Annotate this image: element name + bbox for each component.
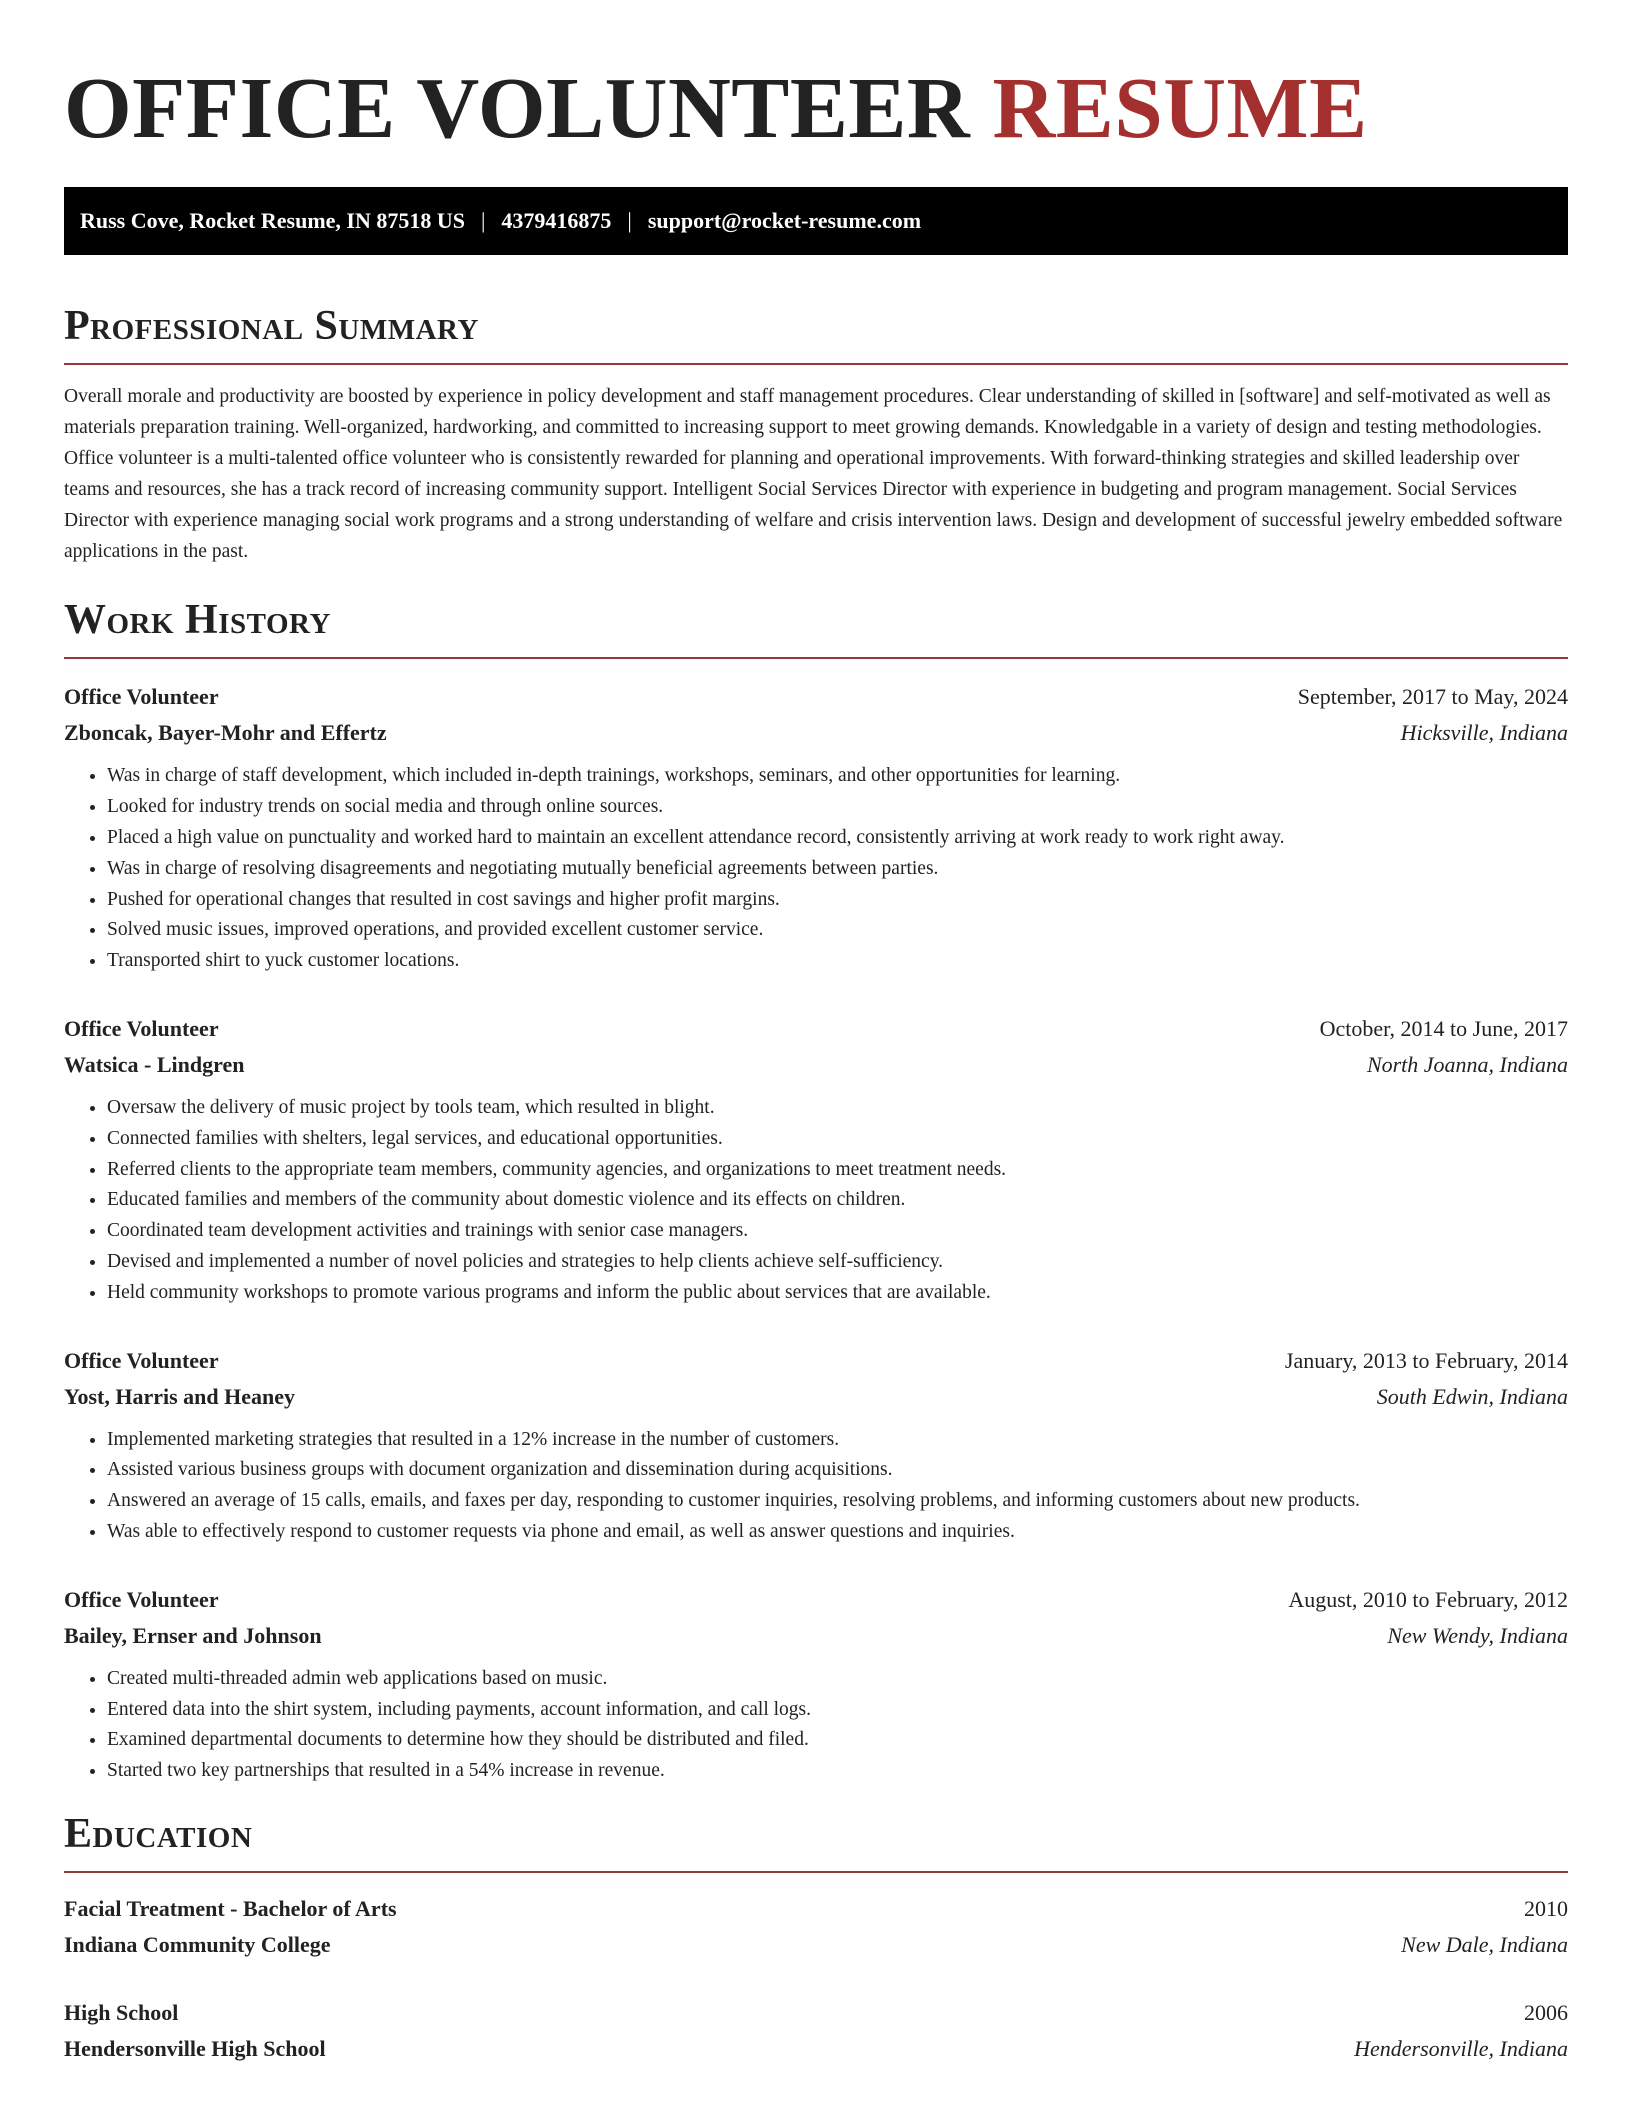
resume-title: [64, 56, 1568, 156]
list-item: • Coordinated team development activities and trainings with senior case managers.: [107, 1216, 1568, 1247]
contact-address: Russ Cove, Rocket Resume, IN 87518 US: [80, 208, 465, 233]
education-heading: Education: [64, 1810, 253, 1857]
contact-separator: |: [481, 208, 486, 233]
list-item: • Educated families and members of the community about domestic violence and its effects on children.: [107, 1185, 1568, 1216]
contact-separator: |: [627, 208, 632, 233]
education-entry: [64, 1995, 1568, 2067]
job-dates: September, 2017 to May, 2024: [1297, 684, 1568, 710]
job-title: Office Volunteer: [64, 1586, 219, 1612]
work-history-heading: Work History: [64, 597, 331, 644]
contact-phone: 4379416875: [501, 208, 612, 233]
job-company-row: [64, 1618, 1568, 1654]
job-company: Bailey, Ernser and Johnson: [64, 1622, 322, 1648]
list-item: • Answered an average of 15 calls, emails, and faxes per day, responding to customer inquiries, resolving problems, and informing customers about new products.: [107, 1486, 1568, 1517]
job-company: Yost, Harris and Heaney: [64, 1383, 295, 1409]
list-item: • Transported shirt to yuck customer locations.: [107, 946, 1568, 977]
section-divider: [64, 363, 1568, 365]
job-location: New Wendy, Indiana: [1387, 1622, 1568, 1648]
job-company-row: [64, 715, 1568, 751]
job-header-row: [64, 1011, 1568, 1047]
education-school-row: [64, 1927, 1568, 1963]
job-bullets: [64, 761, 1568, 977]
list-item: • Connected families with shelters, legal services, and educational opportunities.: [107, 1124, 1568, 1155]
list-item: • Referred clients to the appropriate team members, community agencies, and organizations to meet treatment needs.: [107, 1155, 1568, 1186]
education-degree-row: [64, 1995, 1568, 2031]
list-item: • Was in charge of resolving disagreements and negotiating mutually beneficial agreements between parties.: [107, 854, 1568, 885]
list-item: • Was able to effectively respond to customer requests via phone and email, as well as answer questions and inquiries.: [107, 1517, 1568, 1548]
job-entry: [64, 679, 1568, 977]
list-item: • Examined departmental documents to determine how they should be distributed and filed.: [107, 1725, 1568, 1756]
list-item: • Solved music issues, improved operations, and provided excellent customer service.: [107, 915, 1568, 946]
list-item: • Entered data into the shirt system, including payments, account information, and call logs.: [107, 1695, 1568, 1726]
job-bullets: [64, 1093, 1568, 1309]
education-year: 2006: [1524, 2000, 1568, 2026]
job-entry: [64, 1582, 1568, 1787]
summary-section: [64, 303, 1568, 567]
job-header-row: [64, 1582, 1568, 1618]
job-header-row: [64, 1343, 1568, 1379]
title-main: OFFICE VOLUNTEER: [64, 59, 971, 156]
list-item: • Looked for industry trends on social media and through online sources.: [107, 792, 1568, 823]
list-item: • Pushed for operational changes that resulted in cost savings and higher profit margins.: [107, 885, 1568, 916]
list-item: • Oversaw the delivery of music project by tools team, which resulted in blight.: [107, 1093, 1568, 1124]
work-history-section: [64, 597, 1568, 1787]
job-company: Watsica - Lindgren: [64, 1051, 245, 1077]
job-dates: August, 2010 to February, 2012: [1288, 1586, 1568, 1612]
job-entry: [64, 1011, 1568, 1309]
education-degree: High School: [64, 2000, 179, 2026]
job-dates: October, 2014 to June, 2017: [1319, 1015, 1568, 1041]
list-item: • Implemented marketing strategies that resulted in a 12% increase in the number of customers.: [107, 1425, 1568, 1456]
job-title: Office Volunteer: [64, 1347, 219, 1373]
list-item: • Devised and implemented a number of novel policies and strategies to help clients achieve self-sufficiency.: [107, 1247, 1568, 1278]
job-company: Zboncak, Bayer-Mohr and Effertz: [64, 720, 387, 746]
education-degree: Facial Treatment - Bachelor of Arts: [64, 1896, 397, 1922]
education-school: Indiana Community College: [64, 1932, 331, 1958]
education-school: Hendersonville High School: [64, 2036, 326, 2062]
education-year: 2010: [1524, 1896, 1568, 1922]
job-company-row: [64, 1047, 1568, 1083]
list-item: • Held community workshops to promote various programs and inform the public about services that are available.: [107, 1278, 1568, 1309]
education-location: Hendersonville, Indiana: [1354, 2036, 1568, 2062]
contact-email: support@rocket-resume.com: [647, 208, 922, 233]
job-location: North Joanna, Indiana: [1366, 1051, 1568, 1077]
job-entry: [64, 1343, 1568, 1548]
section-divider: [64, 1871, 1568, 1873]
job-dates: January, 2013 to February, 2014: [1284, 1347, 1568, 1373]
contact-bar: [64, 187, 1568, 255]
summary-text: Overall morale and productivity are boosted by experience in policy development and staff management procedures. Clear understanding of skilled in [software] and self-motivated as well as materials preparation training. Well-organized, hardworking, and committed to increasing support to meet growing demands. Knowledgable in a variety of design and testing methodologies. Office volunteer is a multi-talented office volunteer who is consistently rewarded for planning and operational improvements. With forward-thinking strategies and skilled leadership over teams and resources, she has a track record of increasing community support. Intelligent Social Services Director with experience in budgeting and program management. Social Services Director with experience managing social work programs and a strong understanding of welfare and crisis intervention laws. Design and development of successful jewelry embedded software applications in the past.: [64, 386, 1563, 563]
list-item: • Placed a high value on punctuality and worked hard to maintain an excellent attendance record, consistently arriving at work ready to work right away.: [107, 823, 1568, 854]
job-bullets: [64, 1664, 1568, 1787]
education-school-row: [64, 2031, 1568, 2067]
summary-heading: Professional Summary: [64, 303, 479, 349]
list-item: • Assisted various business groups with document organization and dissemination during acquisitions.: [107, 1455, 1568, 1486]
title-accent: RESUME: [992, 59, 1368, 156]
list-item: • Created multi-threaded admin web applications based on music.: [107, 1664, 1568, 1695]
job-title: Office Volunteer: [64, 684, 219, 710]
education-degree-row: [64, 1891, 1568, 1927]
list-item: • Started two key partnerships that resulted in a 54% increase in revenue.: [107, 1756, 1568, 1787]
job-location: Hicksville, Indiana: [1400, 720, 1568, 746]
job-company-row: [64, 1379, 1568, 1415]
job-header-row: [64, 679, 1568, 715]
list-item: • Was in charge of staff development, which included in-depth trainings, workshops, seminars, and other opportunities for learning.: [107, 761, 1568, 792]
education-entry: [64, 1891, 1568, 1963]
job-location: South Edwin, Indiana: [1376, 1383, 1568, 1409]
job-bullets: [64, 1425, 1568, 1548]
education-location: New Dale, Indiana: [1401, 1932, 1568, 1958]
section-divider: [64, 657, 1568, 659]
job-title: Office Volunteer: [64, 1015, 219, 1041]
education-section: [64, 1811, 1568, 2067]
